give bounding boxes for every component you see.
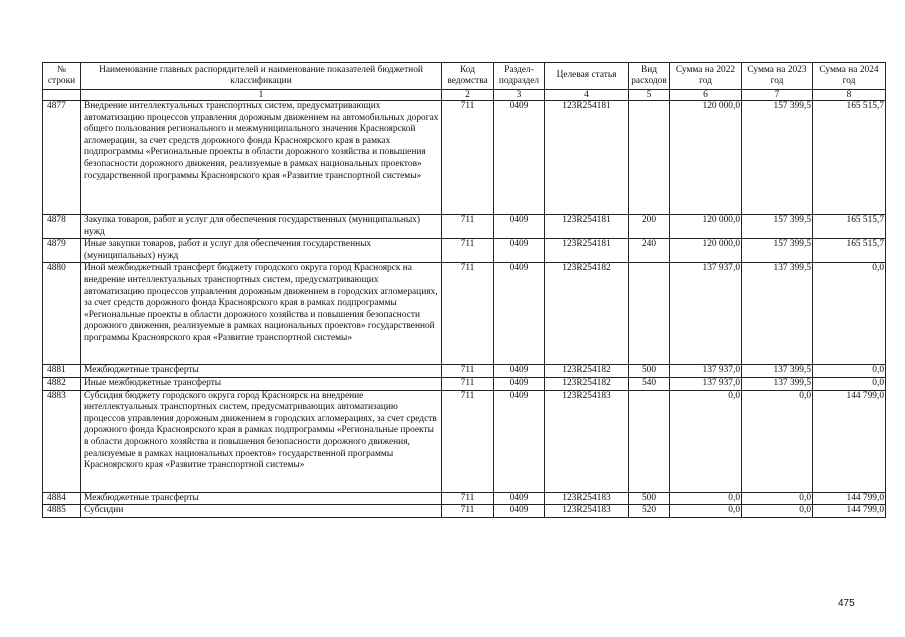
header-name: Наименование главных распорядителей и наименование показателей бюджетной классификации — [81, 63, 442, 90]
target-article: 123R254183 — [545, 492, 629, 505]
target-article: 123R254182 — [545, 377, 629, 390]
target-article: 123R254182 — [545, 263, 629, 365]
row-number: 4877 — [43, 101, 81, 215]
target-article: 123R254183 — [545, 505, 629, 518]
target-article: 123R254181 — [545, 239, 629, 263]
row-name: Иные закупки товаров, работ и услуг для обеспечения государственных (муниципальных) нужд — [81, 239, 442, 263]
section-code: 0409 — [494, 505, 545, 518]
expense-type: 500 — [629, 492, 670, 505]
sum-2022: 0,0 — [670, 505, 742, 518]
department-code: 711 — [442, 215, 494, 239]
target-article: 123R254183 — [545, 390, 629, 492]
row-name: Иной межбюджетный трансферт бюджету городского округа город Красноярск на внедрение интеллектуальных транспортных систем, предусматривающих автоматизацию процессов управления дорожным движением в городских агломерациях, за счет средств дорожного фонда Красноярского края в рамках подпрограммы «Региональные проекты в области дорожного хозяйства и повышения безопасности дорожного движения, реализуемые в рамках национальных проектов» государственной программы Красноярского края «Развитие транспортной системы» — [81, 263, 442, 365]
table-row — [43, 239, 886, 263]
table-row — [43, 365, 886, 378]
column-number: 4 — [545, 90, 629, 101]
row-number: 4884 — [43, 492, 81, 505]
sum-2023: 157 399,5 — [742, 101, 813, 215]
sum-2022: 137 937,0 — [670, 365, 742, 378]
sum-2023: 0,0 — [742, 492, 813, 505]
section-code: 0409 — [494, 492, 545, 505]
section-code: 0409 — [494, 390, 545, 492]
column-number: 2 — [442, 90, 494, 101]
row-name: Субсидии — [81, 505, 442, 518]
table-row — [43, 390, 886, 492]
row-name: Межбюджетные трансферты — [81, 365, 442, 378]
expense-type — [629, 101, 670, 215]
expense-type: 200 — [629, 215, 670, 239]
target-article: 123R254182 — [545, 365, 629, 378]
column-number: 8 — [813, 90, 886, 101]
table-row — [43, 492, 886, 505]
row-name: Межбюджетные трансферты — [81, 492, 442, 505]
header-row — [43, 63, 886, 90]
sum-2024: 144 799,0 — [813, 505, 886, 518]
section-code: 0409 — [494, 101, 545, 215]
sum-2023: 157 399,5 — [742, 215, 813, 239]
sum-2023: 137 399,5 — [742, 365, 813, 378]
section-code: 0409 — [494, 263, 545, 365]
row-name: Закупка товаров, работ и услуг для обеспечения государственных (муниципальных) нужд — [81, 215, 442, 239]
expense-type: 500 — [629, 365, 670, 378]
sum-2023: 157 399,5 — [742, 239, 813, 263]
expense-type: 240 — [629, 239, 670, 263]
expense-type: 540 — [629, 377, 670, 390]
expense-type — [629, 390, 670, 492]
department-code: 711 — [442, 377, 494, 390]
column-number: 1 — [81, 90, 442, 101]
section-code: 0409 — [494, 365, 545, 378]
sum-2023: 0,0 — [742, 505, 813, 518]
sum-2022: 120 000,0 — [670, 101, 742, 215]
table-row — [43, 505, 886, 518]
sum-2022: 0,0 — [670, 390, 742, 492]
table-row — [43, 263, 886, 365]
target-article: 123R254181 — [545, 101, 629, 215]
sum-2023: 137 399,5 — [742, 263, 813, 365]
column-number: 3 — [494, 90, 545, 101]
sum-2023: 0,0 — [742, 390, 813, 492]
table-row — [43, 215, 886, 239]
department-code: 711 — [442, 101, 494, 215]
expense-type: 520 — [629, 505, 670, 518]
header-target-article: Целевая статья — [545, 63, 629, 90]
row-number: 4883 — [43, 390, 81, 492]
sum-2022: 137 937,0 — [670, 263, 742, 365]
row-number: 4882 — [43, 377, 81, 390]
department-code: 711 — [442, 492, 494, 505]
row-number: 4878 — [43, 215, 81, 239]
header-sum-2024: Сумма на 2024 год — [813, 63, 886, 90]
sum-2024: 0,0 — [813, 263, 886, 365]
table-row — [43, 377, 886, 390]
header-department-code: Код ведомства — [442, 63, 494, 90]
header-sum-2023: Сумма на 2023 год — [742, 63, 813, 90]
header-sum-2022: Сумма на 2022 год — [670, 63, 742, 90]
sum-2022: 120 000,0 — [670, 215, 742, 239]
sum-2022: 0,0 — [670, 492, 742, 505]
column-number: 6 — [670, 90, 742, 101]
sum-2022: 120 000,0 — [670, 239, 742, 263]
column-numbers-row — [43, 90, 886, 101]
expense-type — [629, 263, 670, 365]
sum-2022: 137 937,0 — [670, 377, 742, 390]
row-name: Субсидия бюджету городского округа город Красноярск на внедрение интеллектуальных транспортных систем, предусматривающих автоматизацию процессов управления дорожным движением в городских агломерациях, за счет средств дорожного фонда Красноярского края в рамках подпрограммы «Региональные проекты в области дорожного хозяйства и повышения безопасности дорожного движения, реализуемые в рамках национальных проектов» государственной программы Красноярского края «Развитие транспортной системы» — [81, 390, 442, 492]
sum-2024: 165 515,7 — [813, 215, 886, 239]
header-expense-type: Вид расходов — [629, 63, 670, 90]
column-number: 5 — [629, 90, 670, 101]
row-number: 4880 — [43, 263, 81, 365]
column-number — [43, 90, 81, 101]
row-name: Иные межбюджетные трансферты — [81, 377, 442, 390]
row-number: 4885 — [43, 505, 81, 518]
sum-2024: 0,0 — [813, 365, 886, 378]
header-section: Раздел-подраздел — [494, 63, 545, 90]
column-number: 7 — [742, 90, 813, 101]
sum-2024: 144 799,0 — [813, 492, 886, 505]
department-code: 711 — [442, 365, 494, 378]
target-article: 123R254181 — [545, 215, 629, 239]
sum-2024: 144 799,0 — [813, 390, 886, 492]
page-number: 475 — [838, 598, 855, 609]
sum-2024: 165 515,7 — [813, 101, 886, 215]
section-code: 0409 — [494, 377, 545, 390]
sum-2024: 0,0 — [813, 377, 886, 390]
sum-2023: 137 399,5 — [742, 377, 813, 390]
budget-sheet — [42, 62, 885, 518]
department-code: 711 — [442, 390, 494, 492]
row-number: 4879 — [43, 239, 81, 263]
table-body — [43, 101, 886, 518]
department-code: 711 — [442, 505, 494, 518]
table-row — [43, 101, 886, 215]
header-row-number: № строки — [43, 63, 81, 90]
department-code: 711 — [442, 263, 494, 365]
section-code: 0409 — [494, 215, 545, 239]
budget-table — [42, 62, 886, 518]
sum-2024: 165 515,7 — [813, 239, 886, 263]
department-code: 711 — [442, 239, 494, 263]
section-code: 0409 — [494, 239, 545, 263]
row-number: 4881 — [43, 365, 81, 378]
row-name: Внедрение интеллектуальных транспортных систем, предусматривающих автоматизацию процессов управления дорожным движением на автомобильных дорогах общего пользования регионального и межмуниципального значения Красноярской агломерации, за счет средств дорожного фонда Красноярского края в рамках подпрограммы «Региональные проекты в области дорожного хозяйства и повышения безопасности дорожного движения, реализуемые в рамках национальных проектов» государственной программы Красноярского края «Развитие транспортной системы» — [81, 101, 442, 215]
